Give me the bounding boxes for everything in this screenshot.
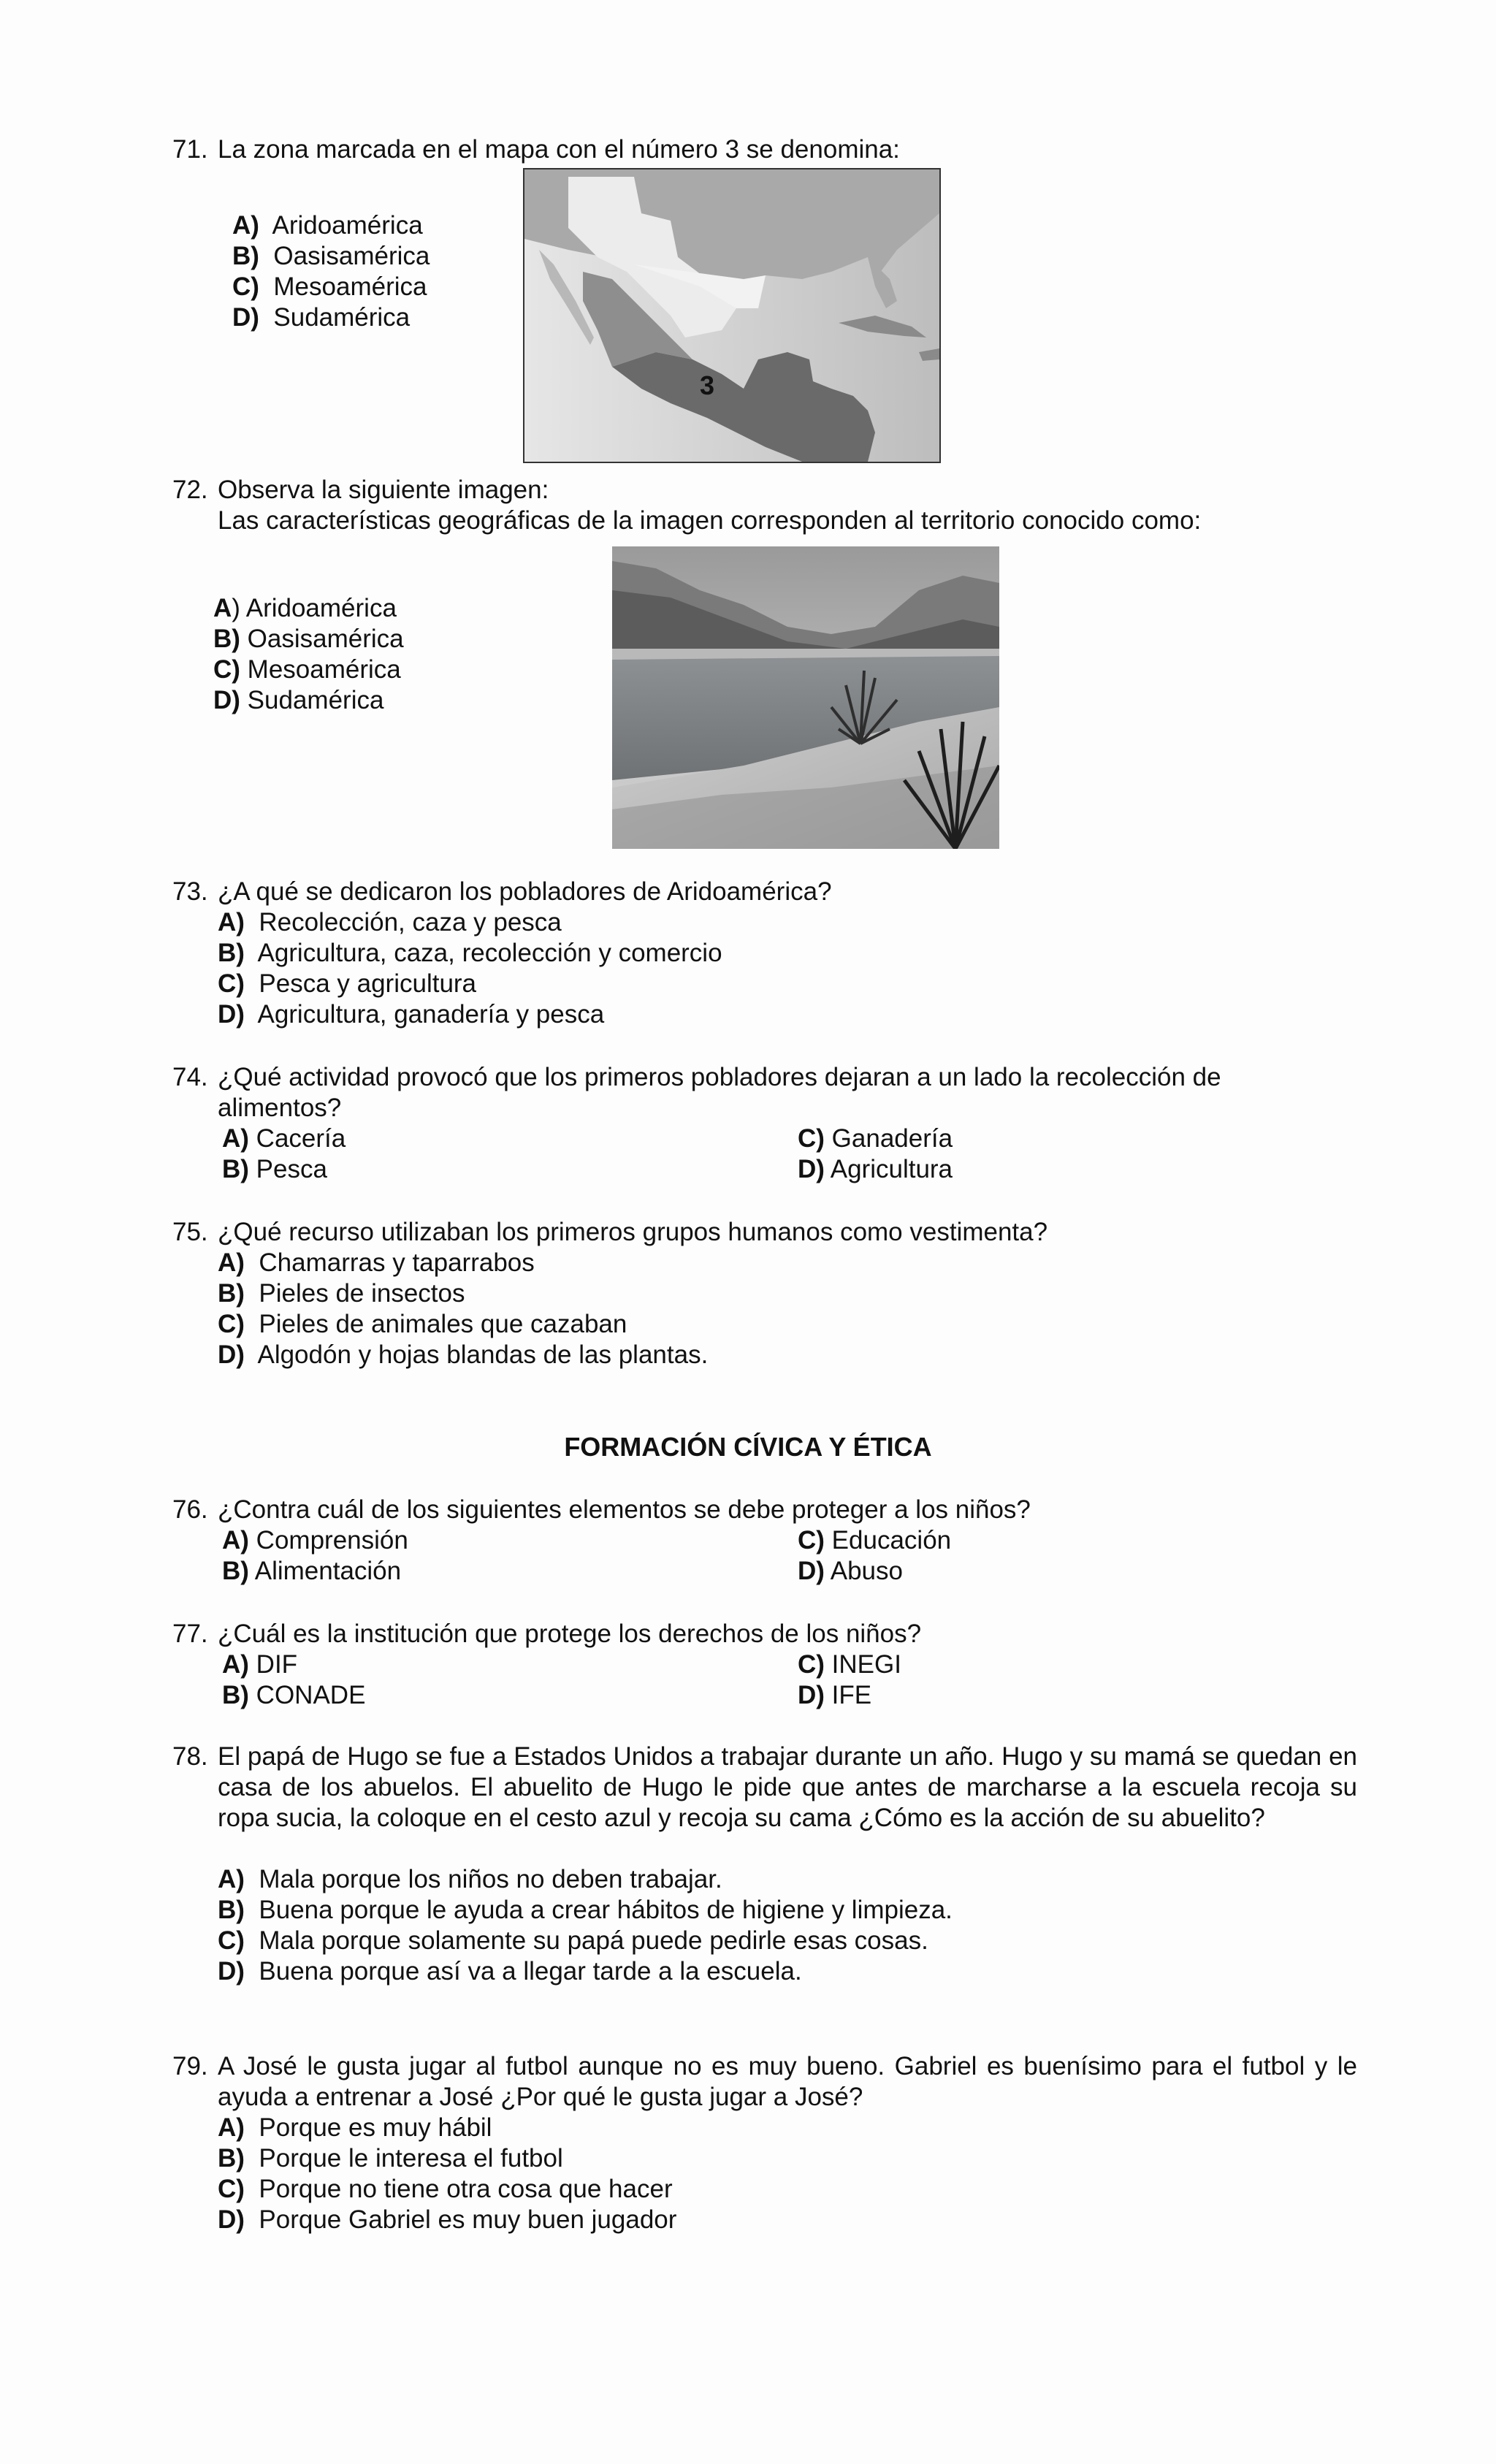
- option-letter: D): [232, 303, 259, 332]
- option-c: [798, 1649, 901, 1680]
- option-text: INEGI: [831, 1650, 901, 1679]
- question-77: [172, 1619, 921, 1711]
- question-text-line2: Las características geográficas de la imagen corresponden al territorio conocido como:: [218, 506, 1202, 535]
- option-letter: A): [218, 2113, 245, 2142]
- question-number: 71.: [172, 135, 208, 164]
- desert-landscape-photo: [612, 546, 999, 849]
- question-text: ¿A qué se dedicaron los pobladores de Aridoamérica?: [218, 877, 832, 906]
- option-letter: D): [798, 1557, 825, 1585]
- option-text: Pesca: [256, 1155, 327, 1183]
- option-a: [218, 2113, 1357, 2143]
- option-text: Sudamérica: [273, 303, 411, 332]
- question-number: 78.: [172, 1742, 208, 1771]
- question-78: [172, 1742, 1357, 1987]
- option-letter: C): [218, 969, 245, 998]
- option-b: [222, 1680, 365, 1711]
- option-text: Alimentación: [254, 1557, 402, 1585]
- question-76-options: [172, 1525, 1031, 1587]
- option-a: [222, 1124, 346, 1154]
- question-72: [172, 475, 1201, 536]
- option-d: [218, 999, 832, 1030]
- option-letter: A): [218, 908, 245, 937]
- question-text: El papá de Hugo se fue a Estados Unidos a trabajar durante un año. Hugo y su mamá se quedan en casa de los abuelos. El abuelito de Hugo le pide que antes de marcharse a la escuela recoja su ropa sucia, la coloque en el cesto azul y recoja su cama ¿Cómo es la acción de su abuelito?: [218, 1742, 1357, 1832]
- option-text: Ganadería: [831, 1124, 953, 1153]
- option-a: [218, 1248, 1047, 1278]
- landscape-graphic: [612, 546, 999, 849]
- option-d: [798, 1556, 951, 1587]
- option-text: ) Aridoamérica: [232, 594, 397, 622]
- option-letter: B): [222, 1155, 249, 1183]
- option-c: [798, 1124, 953, 1154]
- question-text-line1: ¿Qué actividad provocó que los primeros pobladores dejaran a un lado la recolección de: [218, 1063, 1221, 1091]
- option-a: [232, 210, 430, 241]
- mexico-map-image: [523, 168, 941, 463]
- option-text: Mesoamérica: [273, 272, 427, 301]
- option-a: [218, 907, 832, 938]
- option-letter: D): [798, 1155, 825, 1183]
- question-number: 79.: [172, 2052, 208, 2080]
- question-79: [172, 2051, 1357, 2235]
- question-76: [172, 1495, 1031, 1587]
- question-text: ¿Contra cuál de los siguientes elementos se debe proteger a los niños?: [218, 1495, 1031, 1524]
- option-letter: B): [218, 1279, 245, 1308]
- option-b: [218, 938, 832, 969]
- option-text: Mala porque solamente su papá puede pedirle esas cosas.: [259, 1926, 928, 1955]
- option-c: [218, 1309, 1047, 1340]
- question-number: 72.: [172, 476, 208, 504]
- option-letter: C): [798, 1650, 825, 1679]
- option-d: [218, 1340, 1047, 1370]
- option-letter: D): [213, 686, 240, 714]
- option-letter: C): [218, 2175, 245, 2203]
- question-number: 73.: [172, 877, 208, 906]
- option-letter: D): [218, 1340, 245, 1369]
- option-letter: A): [232, 211, 259, 240]
- question-number: 76.: [172, 1495, 208, 1524]
- option-text: Oasisamérica: [247, 625, 404, 653]
- option-text: Comprensión: [256, 1526, 408, 1555]
- option-b: [213, 624, 404, 655]
- option-d: [218, 1956, 1357, 1987]
- question-number: 75.: [172, 1218, 208, 1246]
- option-text: Oasisamérica: [273, 242, 430, 270]
- question-73: [172, 877, 832, 1030]
- option-text: CONADE: [256, 1681, 366, 1709]
- question-text: ¿Qué recurso utilizaban los primeros grupos humanos como vestimenta?: [218, 1218, 1048, 1246]
- option-text: Buena porque así va a llegar tarde a la escuela.: [259, 1957, 802, 1986]
- option-text: Agricultura: [830, 1155, 953, 1183]
- option-b: [218, 1895, 1357, 1926]
- option-d: [232, 302, 430, 333]
- option-text: Mala porque los niños no deben trabajar.: [259, 1865, 722, 1893]
- option-d: [798, 1154, 953, 1185]
- option-text: Algodón y hojas blandas de las plantas.: [257, 1340, 709, 1369]
- option-letter: A): [218, 1865, 245, 1893]
- option-b: [218, 1278, 1047, 1309]
- option-c: [213, 655, 404, 685]
- option-letter: C): [798, 1526, 825, 1555]
- option-c: [798, 1525, 951, 1556]
- option-a: [213, 593, 404, 624]
- question-number: 74.: [172, 1063, 208, 1091]
- option-b: [222, 1556, 408, 1587]
- option-letter: C): [218, 1310, 245, 1338]
- option-c: [218, 969, 832, 999]
- option-text: Agricultura, ganadería y pesca: [257, 1000, 605, 1029]
- option-letter: A: [213, 594, 232, 622]
- question-75: [172, 1217, 1047, 1370]
- option-letter: B): [218, 1896, 245, 1924]
- option-letter: A): [222, 1650, 249, 1679]
- option-letter: C): [232, 272, 259, 301]
- question-text: ¿Cuál es la institución que protege los derechos de los niños?: [218, 1620, 922, 1648]
- question-text-line1: Observa la siguiente imagen:: [218, 476, 549, 504]
- option-letter: A): [222, 1526, 249, 1555]
- option-letter: B): [213, 625, 240, 653]
- option-letter: B): [222, 1681, 249, 1709]
- option-letter: B): [218, 2144, 245, 2173]
- option-text: Chamarras y taparrabos: [259, 1248, 535, 1277]
- option-text: Pieles de insectos: [259, 1279, 465, 1308]
- option-text: Abuso: [830, 1557, 903, 1585]
- option-text: Porque le interesa el futbol: [259, 2144, 563, 2173]
- option-letter: D): [218, 2205, 245, 2234]
- question-71-options: [232, 210, 430, 333]
- option-text: Agricultura, caza, recolección y comercio: [257, 939, 722, 967]
- option-text: Mesoamérica: [247, 655, 401, 684]
- option-c: [218, 1926, 1357, 1956]
- option-text: Pieles de animales que cazaban: [259, 1310, 627, 1338]
- option-text: Porque no tiene otra cosa que hacer: [259, 2175, 673, 2203]
- option-text: IFE: [831, 1681, 872, 1709]
- option-d: [213, 685, 404, 716]
- option-b: [232, 241, 430, 272]
- map-zone-label: 3: [700, 370, 715, 400]
- option-letter: A): [218, 1248, 245, 1277]
- question-74-options: [172, 1124, 1221, 1185]
- option-a: [222, 1649, 365, 1680]
- question-text: A José le gusta jugar al futbol aunque no es muy bueno. Gabriel es buenísimo para el futbol y le ayuda a entrenar a José ¿Por qué le gusta jugar a José?: [218, 2052, 1357, 2111]
- option-letter: C): [213, 655, 240, 684]
- option-letter: C): [218, 1926, 245, 1955]
- option-a: [222, 1525, 408, 1556]
- question-71: [172, 134, 900, 165]
- section-title: FORMACIÓN CÍVICA Y ÉTICA: [564, 1432, 932, 1462]
- option-letter: A): [222, 1124, 249, 1153]
- option-text: Cacería: [256, 1124, 346, 1153]
- option-letter: D): [218, 1000, 245, 1029]
- option-letter: B): [232, 242, 259, 270]
- option-letter: B): [218, 939, 245, 967]
- question-72-options: [213, 593, 404, 716]
- question-74: [172, 1062, 1221, 1185]
- option-text: Porque Gabriel es muy buen jugador: [259, 2205, 677, 2234]
- option-text: DIF: [256, 1650, 298, 1679]
- option-text: Recolección, caza y pesca: [259, 908, 562, 937]
- option-letter: D): [798, 1681, 825, 1709]
- option-c: [218, 2174, 1357, 2205]
- map-graphic: [524, 169, 939, 462]
- option-d: [218, 2205, 1357, 2235]
- option-text: Educación: [831, 1526, 952, 1555]
- question-text: La zona marcada en el mapa con el número 3 se denomina:: [218, 135, 900, 164]
- option-c: [232, 272, 430, 302]
- option-text: Sudamérica: [247, 686, 384, 714]
- question-77-options: [172, 1649, 921, 1711]
- option-a: [218, 1864, 1357, 1895]
- option-text: Porque es muy hábil: [259, 2113, 492, 2142]
- question-text-line2: alimentos?: [218, 1094, 342, 1122]
- option-b: [218, 2143, 1357, 2174]
- option-d: [798, 1680, 901, 1711]
- option-letter: C): [798, 1124, 825, 1153]
- option-b: [222, 1154, 346, 1185]
- question-number: 77.: [172, 1620, 208, 1648]
- option-text: Buena porque le ayuda a crear hábitos de higiene y limpieza.: [259, 1896, 953, 1924]
- option-text: Aridoamérica: [272, 211, 423, 240]
- option-letter: B): [222, 1557, 249, 1585]
- option-letter: D): [218, 1957, 245, 1986]
- option-text: Pesca y agricultura: [259, 969, 477, 998]
